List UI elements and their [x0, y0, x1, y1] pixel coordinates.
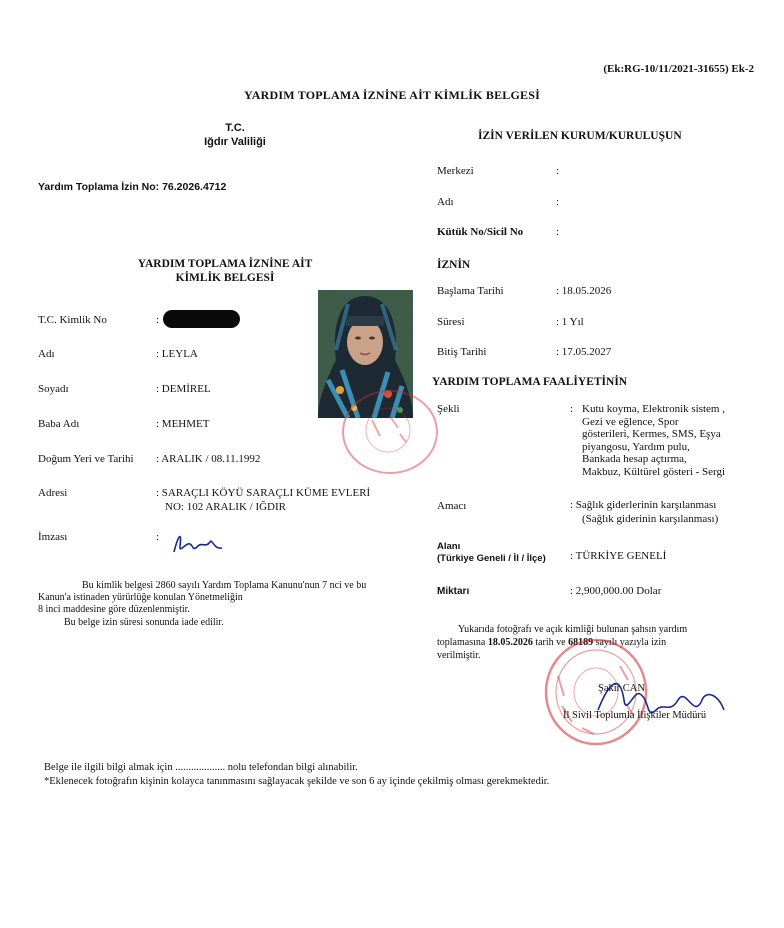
activity-amount-label: Miktarı — [437, 586, 470, 597]
issuer-authority: Iğdır Valiliği — [204, 136, 266, 148]
activity-area-value: : TÜRKİYE GENELİ — [570, 550, 667, 562]
address-value-line2: NO: 102 ARALIK / IĞDIR — [165, 501, 286, 513]
permit-duration-label: Süresi — [437, 316, 465, 328]
registry-number-label: Kütük No/Sicil No — [437, 226, 524, 238]
approval-line3: verilmiştir. — [437, 650, 481, 661]
signature-colon: : — [156, 531, 160, 543]
activity-title: YARDIM TOPLAMA FAALİYETİNİN — [432, 376, 628, 388]
registry-number-colon: : — [556, 226, 560, 238]
footer-photo-note: *Eklenecek fotoğrafın kişinin kolayca tanınmasını sağlayacak şekilde ve son 6 ay içinde çekilmiş olması gerekmektedir. — [44, 776, 550, 787]
activity-form-line: Gezi ve eğlence, Spor — [582, 415, 679, 428]
tc-id-label: T.C. Kimlik No — [38, 314, 107, 326]
organization-name-label: Adı — [437, 196, 454, 208]
card-title-line1: YARDIM TOPLAMA İZNİNE AİT — [137, 258, 313, 270]
approval-line2-mid: tarih ve — [532, 637, 569, 648]
permit-end-label: Bitiş Tarihi — [437, 346, 487, 358]
name-value: : LEYLA — [156, 348, 198, 360]
activity-form-list — [582, 403, 725, 478]
activity-form-line: piyangosu, Yardım pulu, — [582, 440, 690, 453]
signer-name: Şakir CAN — [598, 683, 645, 694]
document-reference: (Ek:RG-10/11/2021-31655) Ek-2 — [603, 63, 754, 75]
birth-place-date-value: : ARALIK / 08.11.1992 — [156, 453, 261, 465]
activity-purpose-value-line1: : Sağlık giderlerinin karşılanması — [570, 499, 717, 511]
organization-title: İZİN VERİLEN KURUM/KURULUŞUN — [478, 130, 682, 142]
activity-area-label-line2: (Türkiye Geneli / İl / İlçe) — [437, 553, 546, 564]
address-value-line1: : SARAÇLI KÖYÜ SARAÇLI KÜME EVLERİ — [156, 487, 371, 499]
approval-number: 68189 — [568, 637, 594, 648]
surname-label: Soyadı — [38, 383, 69, 395]
card-note-line4: Bu belge izin süresi sonunda iade edilir. — [64, 617, 224, 628]
permit-number-row — [38, 181, 226, 193]
activity-purpose-value-line2: (Sağlık giderinin karşılanması) — [582, 513, 719, 525]
approval-line2-post: sayılı yazıyla izin — [593, 637, 667, 648]
father-name-value: : MEHMET — [156, 418, 210, 430]
name-label: Adı — [38, 348, 55, 360]
holder-signature — [168, 524, 228, 558]
official-stamp-photo-inner — [350, 398, 426, 462]
official-signature — [590, 670, 730, 730]
card-note-line3: 8 inci maddesine göre düzenlenmiştir. — [38, 604, 190, 615]
activity-form-colon: : — [570, 403, 574, 415]
card-note-line2: Kanun'a istinaden yürürlüğe konulan Yönetmeliğin — [38, 592, 243, 603]
surname-value: : DEMİREL — [156, 383, 211, 395]
card-title-line2: KİMLİK BELGESİ — [175, 272, 275, 284]
approval-date: 18.05.2026 — [487, 637, 533, 648]
activity-amount-value: : 2,900,000.00 Dolar — [570, 585, 662, 597]
address-label: Adresi — [38, 487, 68, 499]
permit-start-label: Başlama Tarihi — [437, 285, 504, 297]
permit-duration-value: : 1 Yıl — [556, 316, 584, 328]
permit-start-value: : 18.05.2026 — [556, 285, 612, 297]
issuer-country: T.C. — [225, 122, 245, 134]
redaction-bar — [163, 310, 240, 328]
tc-id-colon: : — [156, 314, 160, 326]
birth-place-date-label: Doğum Yeri ve Tarihi — [38, 453, 134, 465]
card-note-line1: Bu kimlik belgesi 2860 sayılı Yardım Toplama Kanunu'nun 7 nci ve bu — [82, 580, 367, 591]
activity-purpose-label: Amacı — [437, 500, 467, 512]
permit-end-value: : 17.05.2027 — [556, 346, 612, 358]
organization-name-colon: : — [556, 196, 560, 208]
permit-title: İZNİN — [437, 259, 471, 271]
organization-hq-label: Merkezi — [437, 165, 474, 177]
signer-title: İl Sivil Toplumla İlişkiler Müdürü — [563, 710, 707, 721]
organization-hq-colon: : — [556, 165, 560, 177]
activity-form-line: Makbuz, Kültürel gösteri - Sergi — [582, 465, 726, 478]
footer-contact-note: Belge ile ilgili bilgi almak için ................... nolu telefondan bilgi alınabilir. — [44, 762, 358, 773]
signature-label: İmzası — [38, 531, 68, 543]
activity-form-line: Kutu koyma, Elektronik sistem , — [582, 403, 725, 415]
permit-number-label: Yardım Toplama İzin No: — [38, 181, 160, 193]
permit-number-value: 76.2026.4712 — [162, 181, 227, 193]
activity-form-label: Şekli — [437, 403, 460, 415]
approval-line1: Yukarıda fotoğrafı ve açık kimliği bulunan şahsın yardım — [458, 624, 688, 635]
document-title: YARDIM TOPLAMA İZNİNE AİT KİMLİK BELGESİ — [244, 88, 540, 102]
father-name-label: Baba Adı — [38, 418, 80, 430]
activity-area-label-line1: Alanı — [437, 541, 461, 552]
activity-form-line: gösterileri, Kermes, SMS, Eşya — [582, 428, 721, 440]
approval-line2-pre: toplamasına — [437, 637, 488, 648]
activity-form-line: Bankada hesap açtırma, — [582, 453, 687, 465]
